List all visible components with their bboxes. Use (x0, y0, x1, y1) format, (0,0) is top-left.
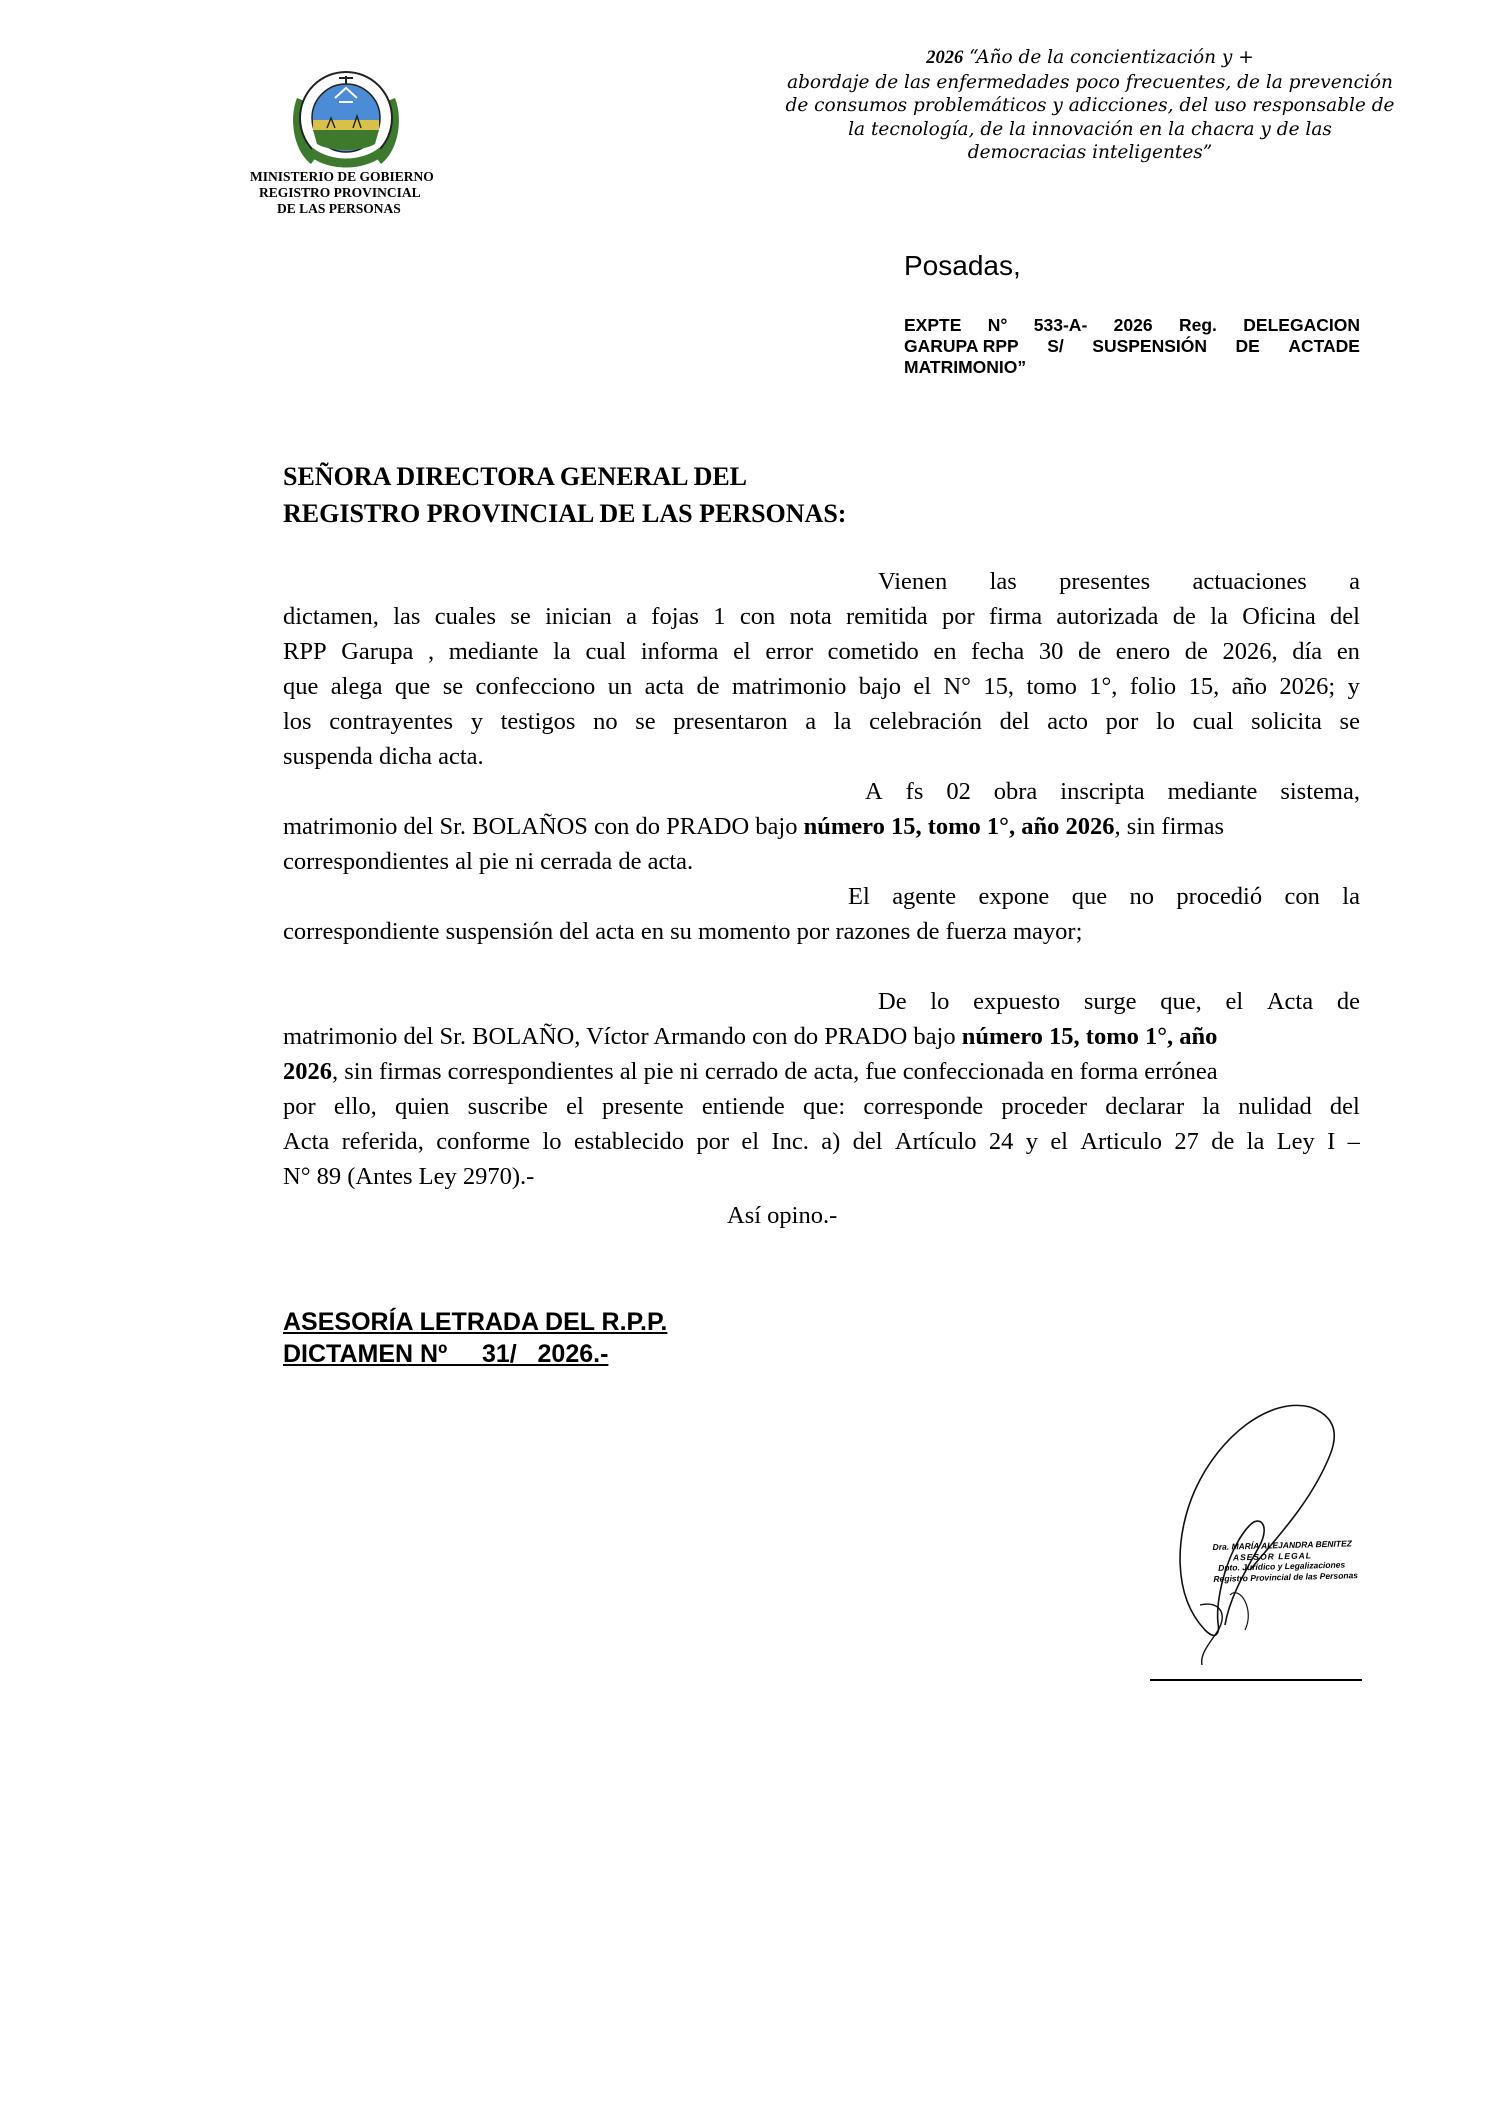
motto-line-2: abordaje de las enfermedades poco frecuentes, de la prevención (787, 71, 1393, 93)
case-reference-line-3: MATRIMONIO” (904, 357, 1027, 377)
place-date: Posadas, (904, 250, 1021, 281)
office-name: ASESORÍA LETRADA DEL R.P.P. (283, 1308, 668, 1336)
paragraph-4-line-4: por ello, quien suscribe el presente entiende que: corresponde proceder declarar la nulidad del (283, 1093, 1360, 1120)
addressee-line-2: REGISTRO PROVINCIAL DE LAS PERSONAS: (283, 499, 847, 528)
ministry-line-1: MINISTERIO DE GOBIERNO (250, 169, 434, 184)
signature-stamp (1212, 1538, 1363, 1584)
closing-statement: Así opino.- (727, 1202, 838, 1229)
stamp-title: ASESOR LEGAL (1232, 1549, 1313, 1562)
addressee (283, 458, 846, 532)
motto-line-1: “Año de la concientización y + (969, 47, 1254, 68)
paragraph-4-line-6: N° 89 (Antes Ley 2970).- (283, 1163, 535, 1190)
paragraph-1-line-6: suspenda dicha acta. (283, 743, 484, 770)
paragraph-1-line-3: RPP Garupa , mediante la cual informa el error cometido en fecha 30 de enero de 2026, día en (283, 638, 1360, 665)
ministry-line-2: REGISTRO PROVINCIAL (259, 185, 421, 200)
office-footer (283, 1306, 667, 1370)
signature-line (1150, 1679, 1362, 1681)
motto-line-5: democracias inteligentes” (967, 142, 1213, 163)
paragraph-2-line-3: correspondientes al pie ni cerrada de acta. (283, 848, 694, 875)
paragraph-1-line-4: que alega que se confecciono un acta de matrimonio bajo el N° 15, tomo 1°, folio 15, año 2026; y (283, 673, 1360, 700)
paragraph-1-line-2: dictamen, las cuales se inician a fojas 1 con nota remitida por firma autorizada de la Oficina del (283, 603, 1360, 630)
stamp-institution: Registro Provincial de las Personas (1213, 1569, 1359, 1584)
year-motto (740, 46, 1440, 165)
addressee-line-1: SEÑORA DIRECTORA GENERAL DEL (283, 462, 748, 491)
paragraph-3-line-2: correspondiente suspensión del acta en su momento por razones de fuerza mayor; (283, 918, 1083, 945)
dictamen-number: DICTAMEN Nº 31/ 2026.- (283, 1340, 609, 1368)
paragraph-4-line-5: Acta referida, conforme lo establecido por el Inc. a) del Artículo 24 y el Articulo 27 de la Ley I – (283, 1128, 1360, 1155)
motto-year: 2026 (926, 48, 964, 68)
paragraph-4-line-1: De lo expuesto surge que, el Acta de (878, 988, 1360, 1015)
paragraph-1-line-5: los contrayentes y testigos no se presentaron a la celebración del acto por lo cual solicita se (283, 708, 1360, 735)
stamp-name: Dra. MARÍA ALEJANDRA BENITEZ (1212, 1538, 1353, 1552)
paragraph-1-line-1: Vienen las presentes actuaciones a (878, 568, 1360, 595)
paragraph-2-line-1: A fs 02 obra inscripta mediante sistema, (865, 778, 1360, 805)
case-reference-line-1: EXPTE N° 533-A- 2026 Reg. DELEGACION (904, 315, 1360, 335)
ministry-line-3: DE LAS PERSONAS (277, 201, 401, 216)
paragraph-4-line-2: matrimonio del Sr. BOLAÑO, Víctor Armando con do PRADO bajo número 15, tomo 1°, año (283, 1023, 1218, 1050)
ministry-heading (250, 169, 480, 217)
paragraph-3-line-1: El agente expone que no procedió con la (848, 883, 1360, 910)
case-reference (904, 315, 1360, 378)
motto-line-3: de consumos problemáticos y adicciones, del uso responsable de (785, 95, 1395, 116)
case-reference-line-2: GARUPA RPP S/ SUSPENSIÓN DE ACTADE (904, 336, 1360, 356)
paragraph-2-line-2: matrimonio del Sr. BOLAÑOS con do PRADO bajo número 15, tomo 1°, año 2026, sin firmas (283, 813, 1225, 840)
province-seal-icon (287, 58, 405, 176)
motto-line-4: la tecnología, de la innovación en la chacra y de las (848, 118, 1332, 140)
paragraph-4-line-3: 2026, sin firmas correspondientes al pie ni cerrado de acta, fue confeccionada en forma errónea (283, 1058, 1218, 1085)
stamp-department: Dpto. Jurídico y Legalizaciones (1218, 1559, 1346, 1573)
